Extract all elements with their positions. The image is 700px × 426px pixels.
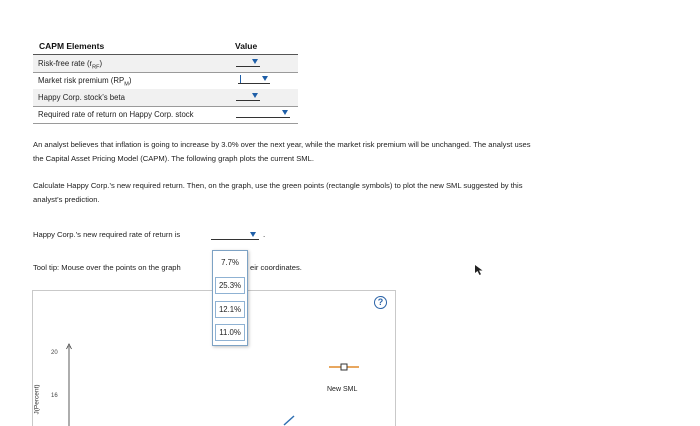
market-risk-premium-dropdown[interactable]	[238, 74, 270, 84]
paragraph-line: the Capital Asset Pricing Model (CAPM). The following graph plots the current SML.	[33, 154, 314, 163]
tooltip-text-suffix: eir coordinates.	[250, 263, 302, 272]
sml-line-fragment	[282, 412, 296, 426]
option-item[interactable]: 11.0%	[215, 324, 245, 341]
row-label-risk-free-rate	[38, 59, 102, 71]
paragraph-line: An analyst believes that inflation is going to increase by 3.0% over the next year, while the market risk premium will be unchanged. The analyst uses	[33, 140, 531, 149]
row-label-required-return: Required rate of return on Happy Corp. stock	[38, 110, 194, 119]
new-sml-legend-symbol	[329, 362, 359, 372]
new-return-dropdown[interactable]	[211, 231, 259, 240]
row-label-text: Market risk premium (RP	[38, 76, 125, 85]
y-axis	[63, 342, 75, 426]
row-label-subscript: RF	[92, 64, 100, 71]
row-label-beta: Happy Corp. stock’s beta	[38, 93, 125, 102]
chevron-down-icon	[250, 232, 256, 237]
option-item[interactable]: 12.1%	[215, 301, 245, 318]
analyst-paragraph	[33, 138, 663, 166]
row-label-tail: )	[99, 59, 103, 68]
table-row-risk-free-rate	[33, 55, 298, 72]
risk-free-rate-dropdown[interactable]	[236, 57, 260, 67]
option-item[interactable]: 7.7%	[215, 254, 245, 271]
y-axis-label	[34, 385, 41, 415]
new-return-period: .	[263, 230, 266, 239]
new-sml-legend-label: New SML	[327, 386, 358, 393]
cursor-bar-icon	[240, 75, 241, 83]
table-row-required-return	[33, 106, 298, 123]
row-label-market-risk-premium	[38, 76, 131, 88]
tooltip-text: Tool tip: Mouse over the points on the graph	[33, 263, 181, 272]
chevron-down-icon	[252, 93, 258, 98]
row-label-subscript: M	[124, 81, 129, 88]
mouse-pointer-icon	[474, 264, 484, 276]
required-return-dropdown[interactable]	[236, 108, 290, 118]
y-tick-label: 16	[51, 393, 58, 399]
paragraph-line: analyst’s prediction.	[33, 195, 100, 204]
row-label-tail: )	[128, 76, 132, 85]
instruction-paragraph	[33, 179, 663, 207]
y-tick-label: 20	[51, 350, 58, 356]
chevron-down-icon	[262, 76, 268, 81]
chevron-down-icon	[252, 59, 258, 64]
paragraph-line: Calculate Happy Corp.’s new required return. Then, on the graph, use the green points (rectangle symbols) to plot the new SML suggested by this	[33, 181, 523, 190]
chevron-down-icon	[282, 110, 288, 115]
option-item[interactable]: 25.3%	[215, 277, 245, 294]
y-axis-label-text: (Percent)	[33, 384, 41, 412]
beta-dropdown[interactable]	[236, 91, 260, 101]
table-row-market-risk-premium	[33, 72, 298, 89]
y-axis-label-prefix: J	[33, 411, 41, 415]
row-divider	[33, 123, 298, 124]
help-icon[interactable]: ?	[374, 296, 387, 309]
capm-elements-header: CAPM Elements	[39, 41, 105, 51]
new-return-label: Happy Corp.’s new required rate of return is	[33, 230, 181, 239]
row-label-text: Risk-free rate (r	[38, 59, 93, 68]
table-row-beta	[33, 89, 298, 106]
return-options-popup	[212, 250, 248, 346]
value-header: Value	[235, 41, 258, 51]
